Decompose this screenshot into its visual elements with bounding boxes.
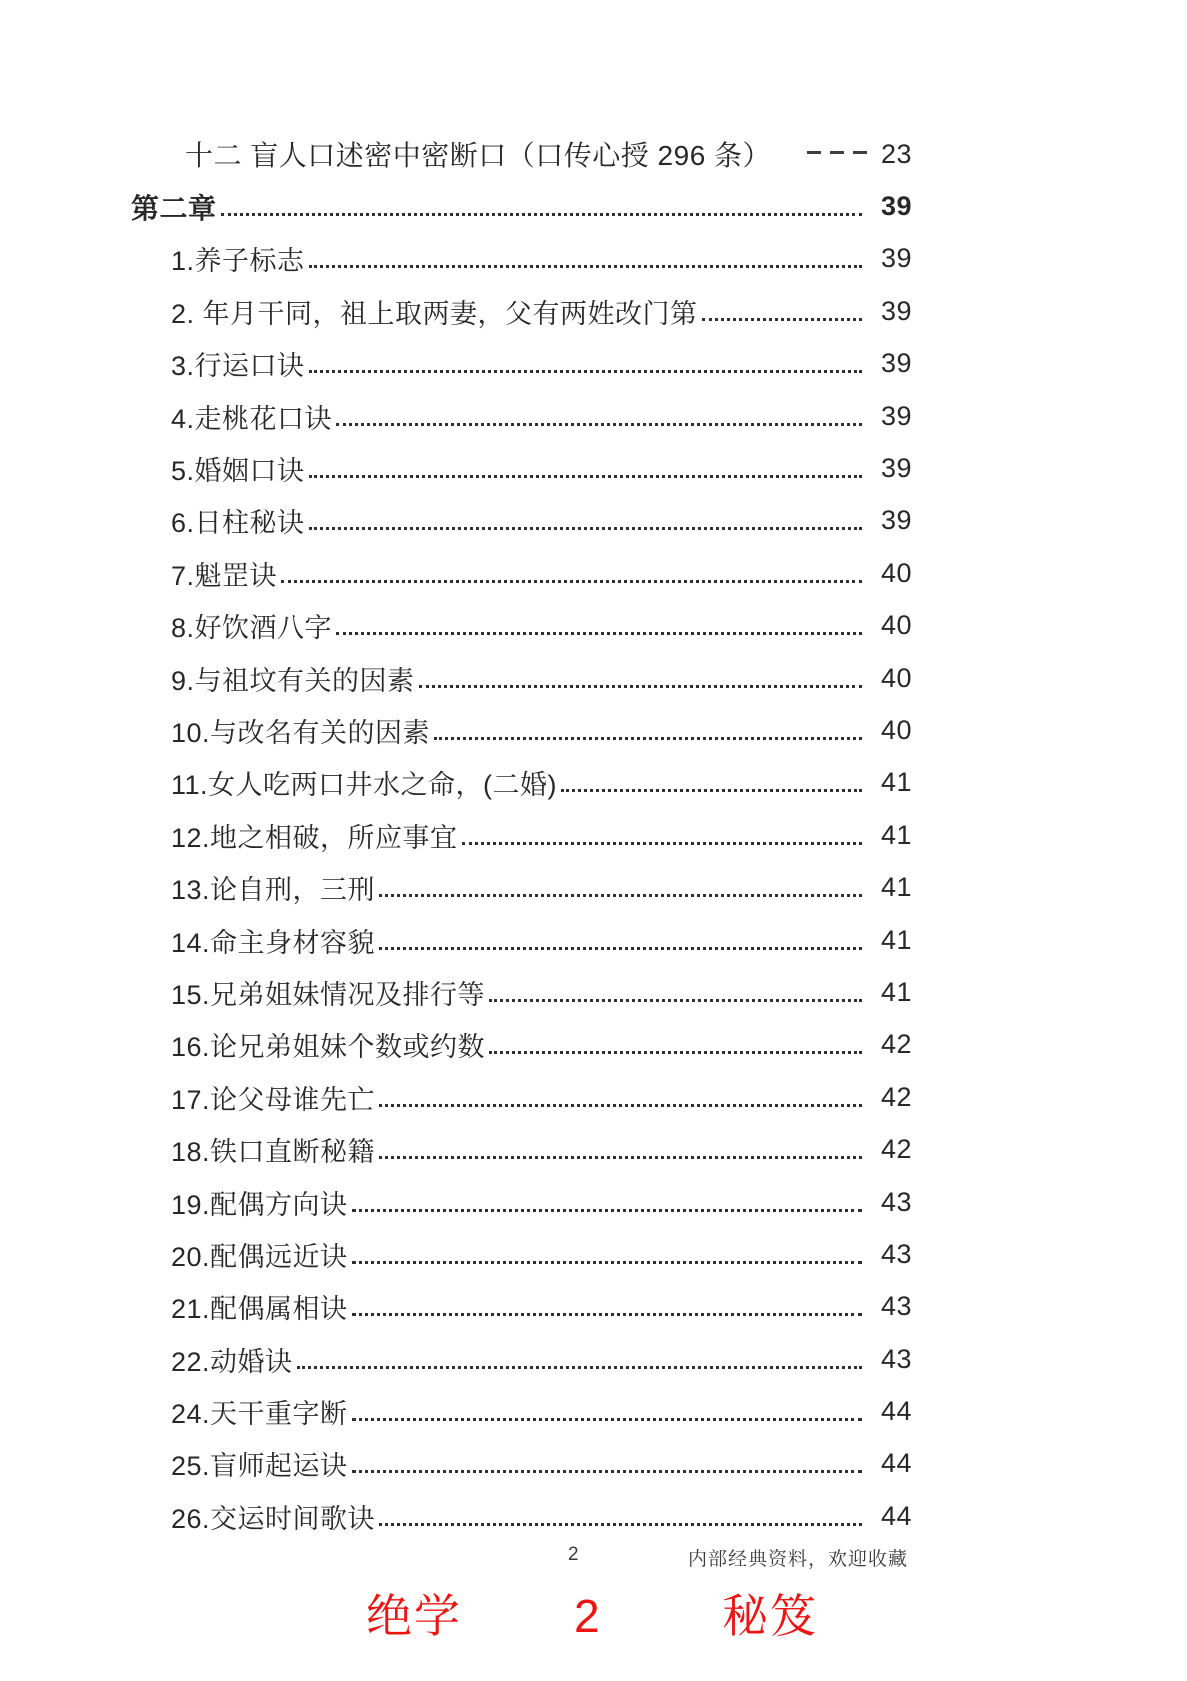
- toc-entry: [0, 1176, 1187, 1228]
- toc-entry-label: 16.论兄弟姐妹个数或约数: [171, 1032, 486, 1063]
- toc-entry: [0, 1333, 1187, 1385]
- dot-leader: [462, 842, 862, 845]
- toc-entry-page: 43: [880, 1291, 912, 1322]
- watermark-number: 2: [574, 1590, 600, 1642]
- toc-entry-page: 44: [880, 1448, 912, 1479]
- dot-leader: [379, 1156, 862, 1159]
- dot-leader: [281, 580, 862, 583]
- toc-entry-label: 4.走桃花口诀: [171, 403, 333, 434]
- dot-leader: [297, 1366, 862, 1369]
- toc-entry-page: 41: [880, 819, 912, 850]
- toc-entry-label: 3.行运口诀: [171, 351, 305, 382]
- dot-leader: [702, 318, 862, 321]
- dot-leader: [807, 151, 870, 154]
- watermark-left-text: 绝学: [366, 1590, 462, 1642]
- toc-entry-page: 39: [880, 453, 912, 484]
- toc-entry-page: 40: [880, 662, 912, 693]
- dot-leader: [379, 894, 862, 897]
- toc-entry-page: 43: [880, 1238, 912, 1269]
- footer-page-number: 2: [568, 1544, 579, 1565]
- toc-entry-page: 41: [880, 924, 912, 955]
- dot-leader: [379, 1523, 862, 1526]
- toc-entry: [0, 1385, 1187, 1437]
- toc-entry: [0, 285, 1187, 337]
- toc-entry: [0, 495, 1187, 547]
- toc-entry: [0, 1438, 1187, 1490]
- toc-entry-label: 21.配偶属相诀: [171, 1294, 348, 1325]
- toc-entry-label: 24.天干重字断: [171, 1399, 348, 1430]
- toc-entry-label: 2. 年月干同，祖上取两妻，父有两姓改门第: [171, 298, 698, 329]
- toc-entry: [0, 442, 1187, 494]
- toc-entry: [0, 809, 1187, 861]
- toc-entry-label: 18.铁口直断秘籍: [171, 1137, 376, 1168]
- dot-leader: [309, 265, 862, 268]
- toc-entry: [0, 180, 1187, 232]
- toc-entry-label: 1.养子标志: [171, 246, 305, 277]
- dot-leader: [352, 1209, 862, 1212]
- toc-entry-page: 42: [880, 1081, 912, 1112]
- toc-entry: [0, 1123, 1187, 1175]
- dot-leader: [379, 1104, 862, 1107]
- toc-entry: [0, 1071, 1187, 1123]
- toc-entry-label: 5.婚姻口诀: [171, 456, 305, 487]
- toc-entry-label: 26.交运时间歌诀: [171, 1503, 376, 1534]
- dot-leader: [352, 1313, 862, 1316]
- toc-entry-page: 39: [880, 243, 912, 274]
- toc-entry-page: 23: [880, 138, 912, 169]
- toc-entry: [0, 338, 1187, 390]
- dot-leader: [489, 999, 862, 1002]
- dot-leader: [561, 789, 862, 792]
- toc-entry-label: 12.地之相破，所应事宜: [171, 822, 458, 853]
- toc-entry: [0, 1281, 1187, 1333]
- dot-leader: [434, 737, 862, 740]
- toc-entry-page: 39: [880, 505, 912, 536]
- dot-leader: [309, 527, 862, 530]
- toc-entry-label: 第二章: [131, 192, 217, 224]
- dot-leader: [221, 213, 862, 216]
- toc-entry: [0, 1490, 1187, 1542]
- toc-entry-label: 19.配偶方向诀: [171, 1189, 348, 1220]
- toc-entry-page: 41: [880, 767, 912, 798]
- toc-entry: [0, 704, 1187, 756]
- toc-entry-label: 11.女人吃两口井水之命，(二婚): [171, 770, 558, 801]
- toc-entry-page: 40: [880, 714, 912, 745]
- toc-entry-label: 8.好饮酒八字: [171, 613, 333, 644]
- dot-leader: [336, 423, 862, 426]
- toc-entry-page: 40: [880, 557, 912, 588]
- toc-entry-page: 44: [880, 1500, 912, 1531]
- toc-entry-label: 15.兄弟姐妹情况及排行等: [171, 979, 486, 1010]
- toc-entry: [0, 966, 1187, 1018]
- toc-entry-page: 42: [880, 1134, 912, 1165]
- dot-leader: [489, 1051, 862, 1054]
- toc-entry-label: 十二 盲人口述密中密断口（口传心授 296 条）: [185, 140, 772, 172]
- footer-note: 内部经典资料，欢迎收藏: [688, 1549, 909, 1570]
- dot-leader: [419, 685, 862, 688]
- red-watermark: [0, 1592, 1187, 1642]
- toc-entry-label: 17.论父母谁先亡: [171, 1084, 376, 1115]
- toc-entry-label: 13.论自刑，三刑: [171, 875, 376, 906]
- toc-entry-label: 6.日柱秘诀: [171, 508, 305, 539]
- toc-entry-page: 42: [880, 1029, 912, 1060]
- table-of-contents: [0, 128, 1187, 1543]
- toc-entry-page: 44: [880, 1396, 912, 1427]
- watermark-right-text: 秘笈: [722, 1590, 818, 1642]
- dot-leader: [379, 947, 862, 950]
- toc-entry-page: 43: [880, 1343, 912, 1374]
- toc-entry-page: 39: [880, 348, 912, 379]
- dot-leader: [352, 1261, 862, 1264]
- dot-leader: [309, 475, 862, 478]
- toc-entry-label: 9.与祖坟有关的因素: [171, 665, 415, 696]
- toc-entry-label: 22.动婚诀: [171, 1346, 293, 1377]
- toc-entry-page: 43: [880, 1186, 912, 1217]
- toc-entry-page: 41: [880, 976, 912, 1007]
- toc-entry: [0, 1019, 1187, 1071]
- toc-entry: [0, 914, 1187, 966]
- toc-entry: [0, 233, 1187, 285]
- dot-leader: [336, 632, 862, 635]
- toc-entry-page: 39: [880, 400, 912, 431]
- toc-entry: [0, 128, 1187, 180]
- toc-entry-label: 14.命主身材容貌: [171, 927, 376, 958]
- toc-entry-label: 7.魁罡诀: [171, 560, 278, 591]
- toc-entry: [0, 1228, 1187, 1280]
- toc-entry: [0, 861, 1187, 913]
- toc-entry: [0, 757, 1187, 809]
- toc-entry-page: 41: [880, 872, 912, 903]
- dot-leader: [309, 370, 862, 373]
- toc-entry: [0, 547, 1187, 599]
- toc-entry-label: 10.与改名有关的因素: [171, 717, 431, 748]
- toc-entry-page: 40: [880, 610, 912, 641]
- toc-entry: [0, 600, 1187, 652]
- toc-entry-label: 20.配偶远近诀: [171, 1241, 348, 1272]
- dot-leader: [352, 1418, 862, 1421]
- toc-entry-page: 39: [880, 295, 912, 326]
- toc-entry: [0, 390, 1187, 442]
- toc-entry-label: 25.盲师起运诀: [171, 1451, 348, 1482]
- toc-entry: [0, 652, 1187, 704]
- toc-entry-page: 39: [880, 191, 912, 222]
- dot-leader: [352, 1470, 862, 1473]
